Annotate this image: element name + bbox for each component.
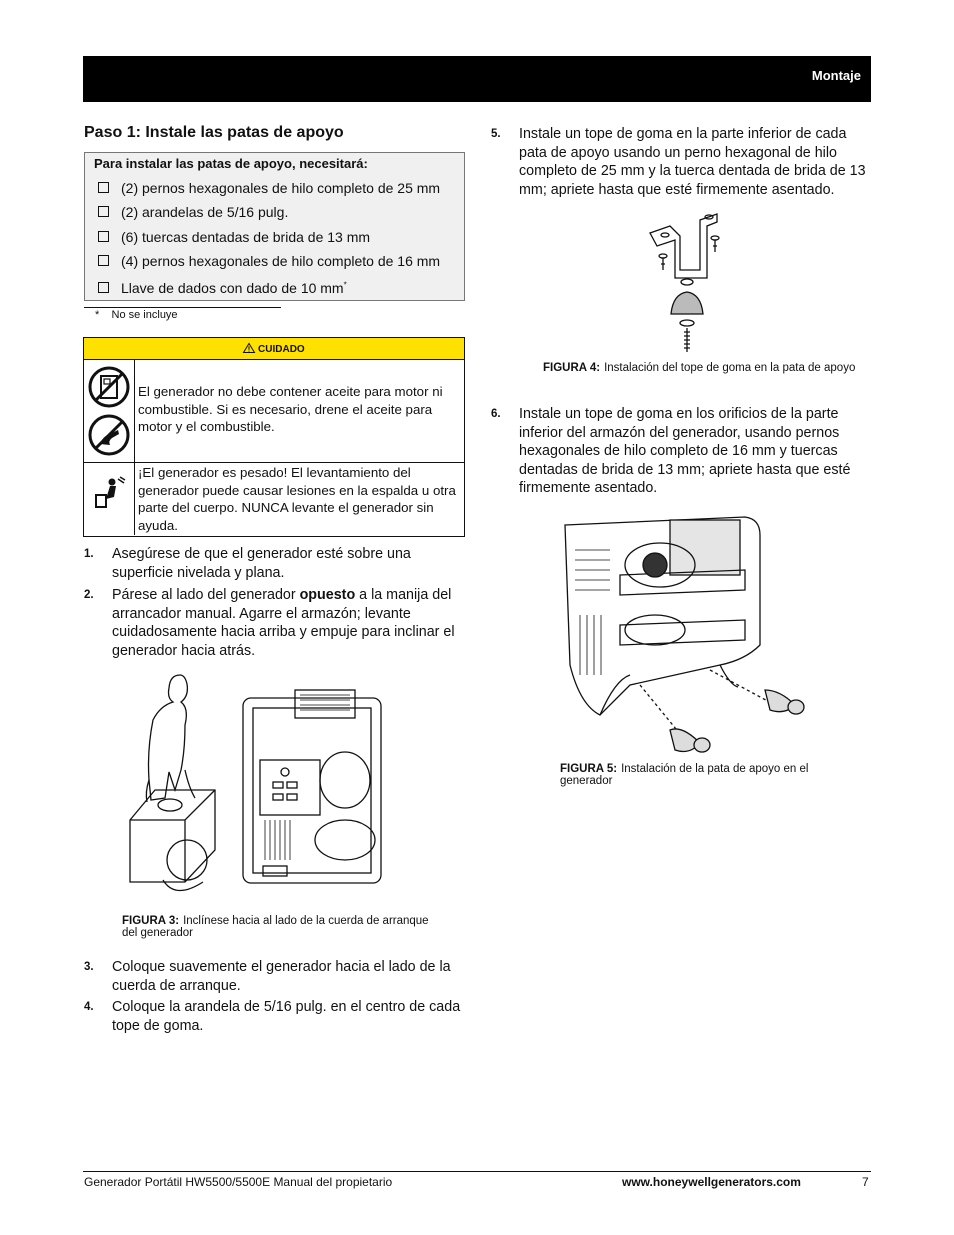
- footnote-divider: [84, 307, 281, 308]
- figure-3-caption: FIGURA 3: Inclínese hacia al lado de la cuerda de arranque del generador: [122, 915, 429, 939]
- footnote-mark: *: [343, 280, 347, 290]
- step-number: 6.: [491, 408, 501, 420]
- figure-5-caption: FIGURA 5: Instalación de la pata de apoyo en el generador: [560, 763, 809, 787]
- heavy-lift-icon: [94, 477, 126, 513]
- figure-4-illustration: [645, 208, 727, 356]
- requirement-item: (6) tuercas dentadas de brida de 13 mm: [98, 229, 370, 245]
- step-text: Párese al lado del generador opuesto a la manija del arrancador manual. Agarre el armazón; levante cuidadosamente hacia arriba y empuje para inclinar el generador hacia atrás.: [112, 587, 455, 659]
- footer-url[interactable]: www.honeywellgenerators.com: [622, 1175, 801, 1189]
- step-text: Coloque suavemente el generador hacia el lado de la cuerda de arranque.: [112, 959, 451, 994]
- no-fuel-icon: [88, 414, 130, 456]
- section-header-bar: [83, 56, 871, 102]
- step-number: 5.: [491, 128, 501, 140]
- no-oil-icon: [88, 366, 130, 408]
- figure-4-caption: FIGURA 4: Instalación del tope de goma en la pata de apoyo: [543, 362, 856, 374]
- step-number: 4.: [84, 1001, 94, 1013]
- caution-row-fuel: [84, 360, 464, 463]
- footnote: * No se incluye: [95, 309, 178, 321]
- requirement-item: (2) arandelas de 5/16 pulg.: [98, 204, 288, 220]
- page-number: 7: [862, 1175, 869, 1189]
- footer-title: Generador Portátil HW5500/5500E Manual del propietario: [84, 1175, 393, 1189]
- figure-5-illustration: [560, 515, 805, 760]
- figure-4-label: FIGURA 4:: [543, 362, 601, 374]
- checkbox-icon: [98, 255, 109, 266]
- requirements-box: [84, 152, 465, 301]
- footer-divider: [83, 1171, 871, 1172]
- step-number: 2.: [84, 589, 94, 601]
- requirement-item: (4) pernos hexagonales de hilo completo de 16 mm: [98, 253, 440, 269]
- step-title: Paso 1: Instale las patas de apoyo: [84, 124, 344, 141]
- step-text: Instale un tope de goma en los orificios de la parte inferior del armazón del generador, usando pernos hexagonales de hilo completo de 16 mm y tuercas dentadas de brida de 13 mm; apriete hasta que esté firmemente asentado.: [519, 406, 851, 496]
- checkbox-icon: [98, 182, 109, 193]
- requirements-title: Para instalar las patas de apoyo, necesitará:: [94, 156, 368, 171]
- caution-table: [83, 337, 465, 537]
- caution-text-fuel: El generador no debe contener aceite para motor ni combustible. Si es necesario, drene el aceite para motor y el combustible.: [138, 384, 443, 434]
- requirement-item: Llave de dados con dado de 10 mm*: [98, 280, 347, 296]
- step-number: 1.: [84, 548, 94, 560]
- caution-label: CUIDADO: [258, 344, 305, 355]
- step-text: Coloque la arandela de 5/16 pulg. en el centro de cada tope de goma.: [112, 999, 461, 1034]
- step-number: 3.: [84, 961, 94, 973]
- checkbox-icon: [98, 231, 109, 242]
- caution-text-weight: ¡El generador es pesado! El levantamiento del generador puede causar lesiones en la espalda u otra parte del cuerpo. NUNCA levante el generador sin ayuda.: [138, 465, 456, 533]
- figure-5-label: FIGURA 5:: [560, 763, 618, 775]
- figure-3-illustration: [125, 670, 390, 900]
- section-title: Montaje: [811, 68, 861, 83]
- requirement-item: (2) pernos hexagonales de hilo completo de 25 mm: [98, 180, 440, 196]
- figure-3-label: FIGURA 3:: [122, 915, 180, 927]
- checkbox-icon: [98, 206, 109, 217]
- step-text: Asegúrese de que el generador esté sobre una superficie nivelada y plana.: [112, 546, 411, 581]
- caution-header: [84, 338, 464, 360]
- step-text: Instale un tope de goma en la parte inferior de cada pata de apoyo usando un perno hexagonal de hilo completo de 25 mm y la tuerca dentada de brida de 13 mm; apriete hasta que esté firmemente asentado.: [519, 126, 866, 198]
- checkbox-icon: [98, 282, 109, 293]
- warning-triangle-icon: [243, 343, 255, 353]
- caution-row-weight: [84, 463, 464, 535]
